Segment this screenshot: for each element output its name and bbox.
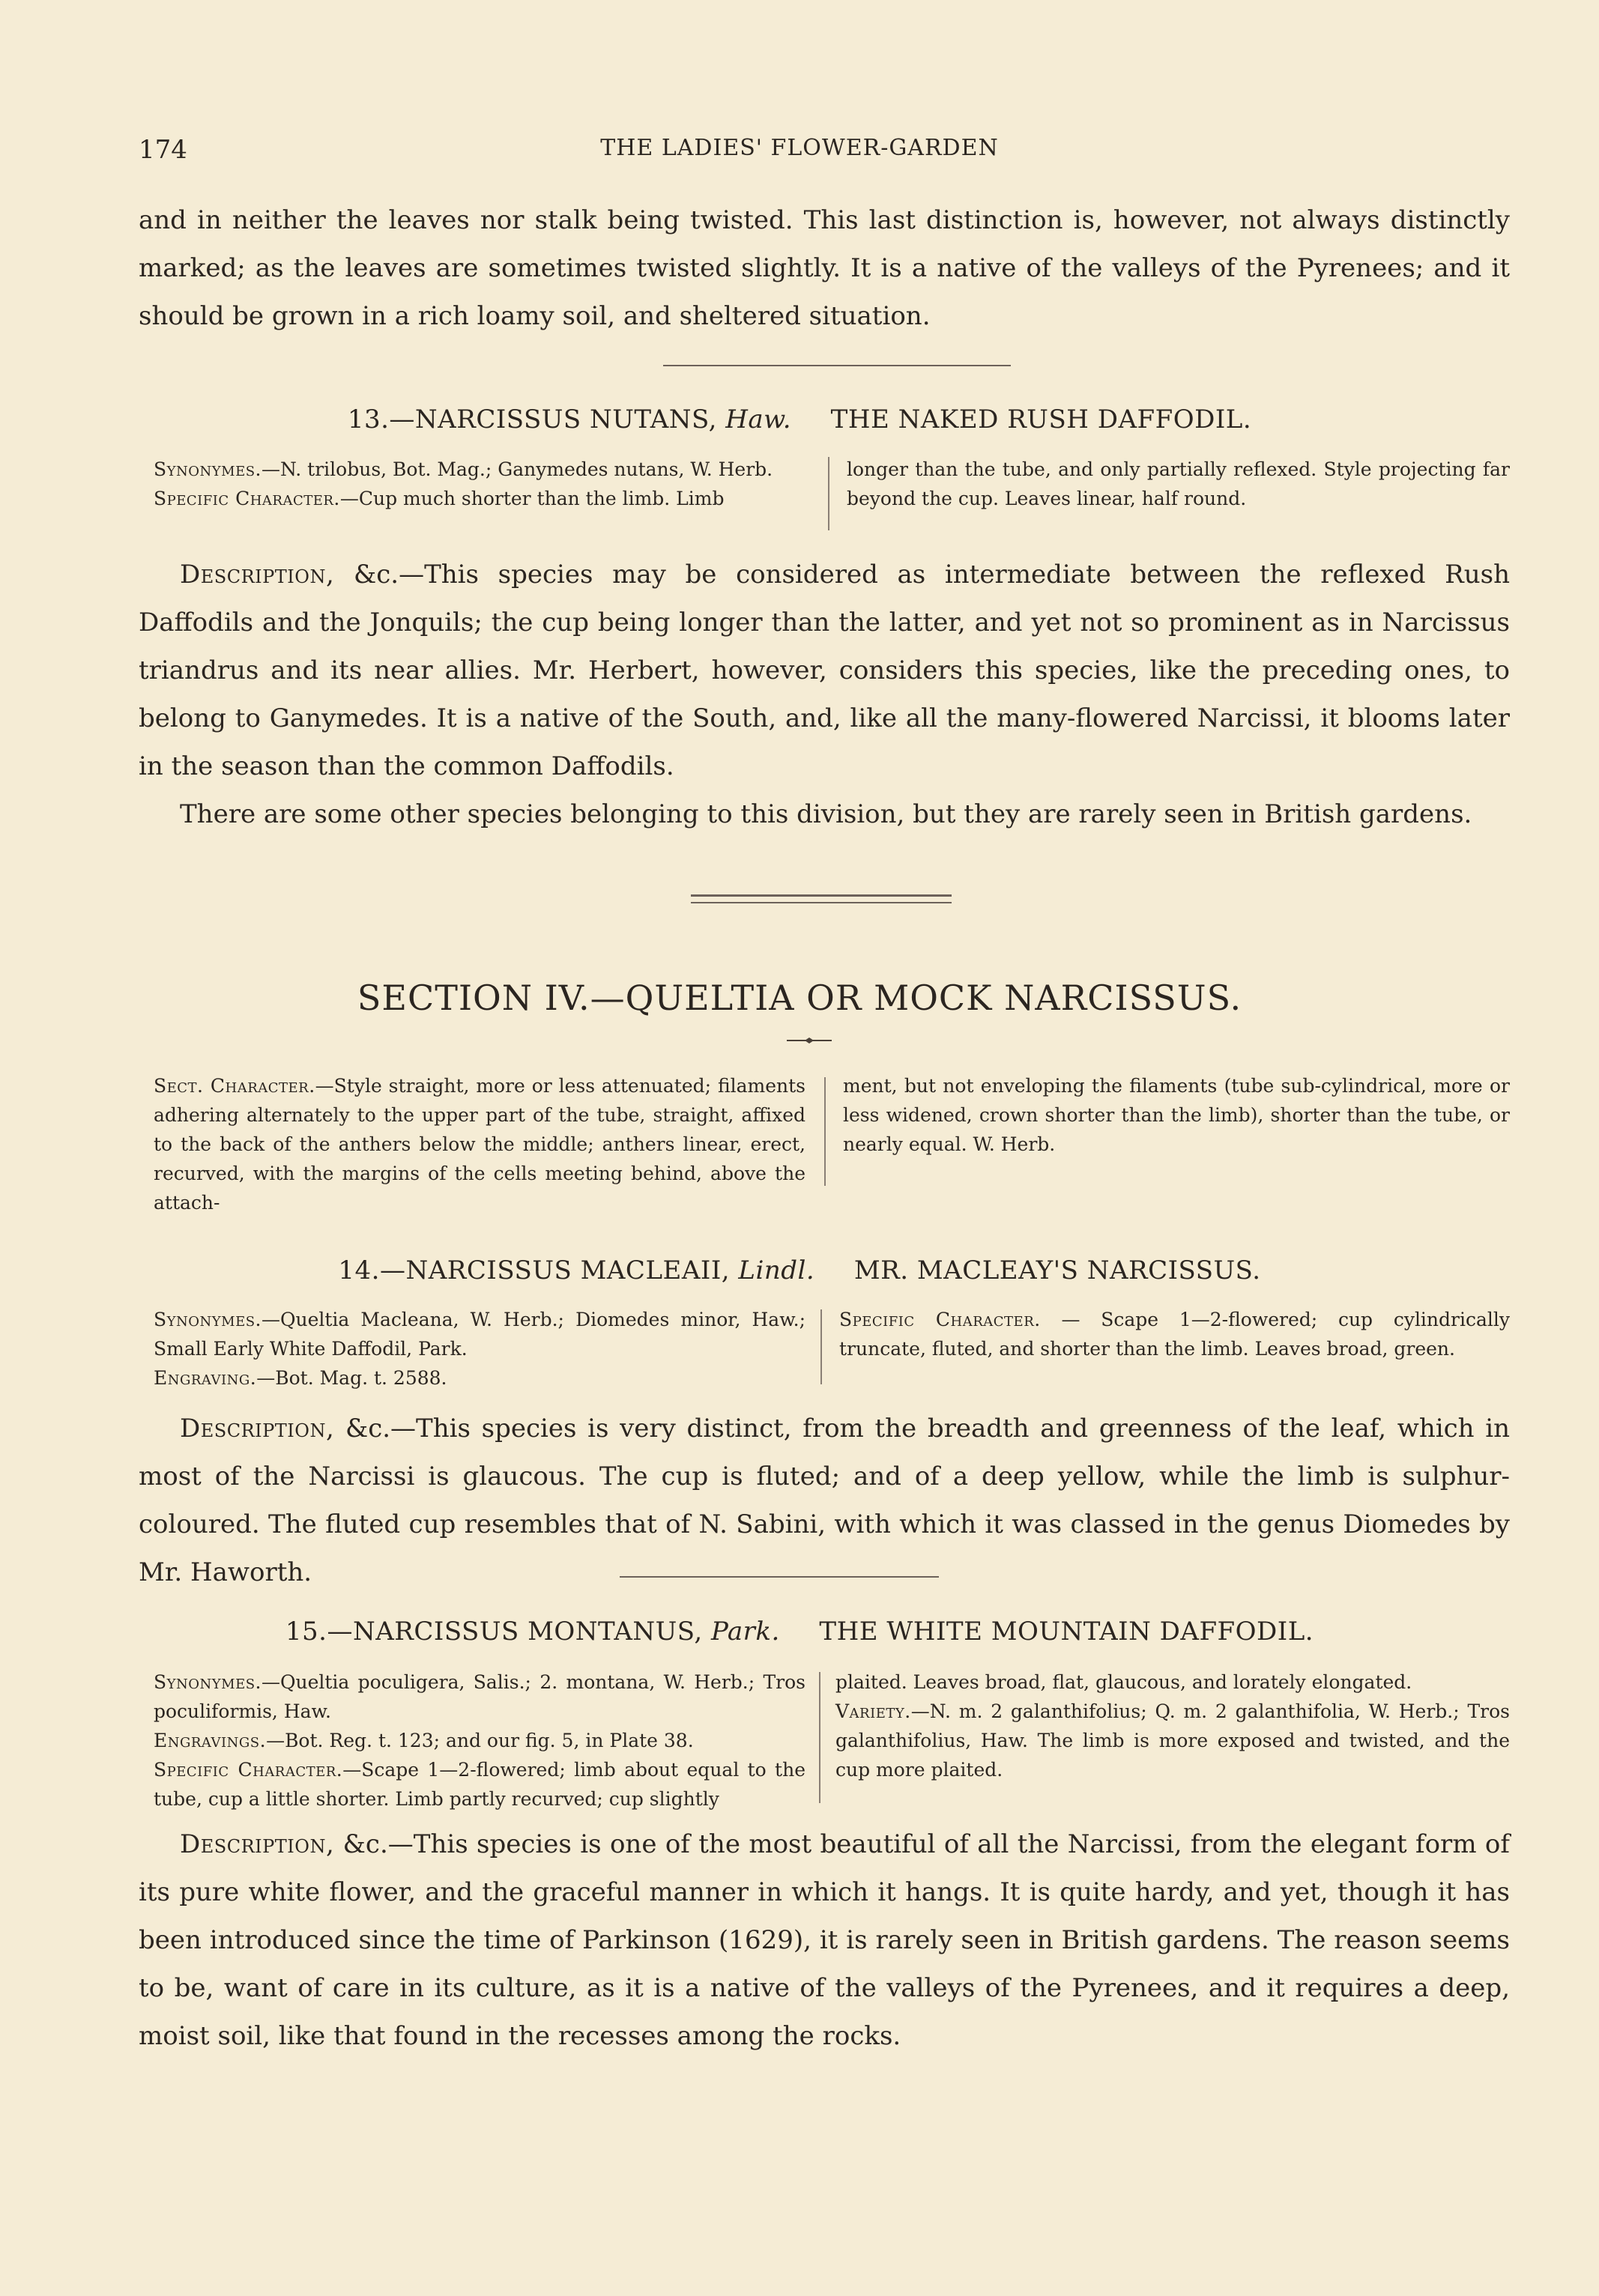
entry-13-limb-text: longer than the tube, and only partially reflexed. Style projecting far beyond the cup. Leaves linear, half round.	[847, 458, 1510, 509]
column-divider	[819, 1672, 820, 1803]
entry-14-heading	[0, 1255, 1599, 1285]
entry-14-description	[139, 1405, 1510, 1596]
entry-15-description-label: Description,	[180, 1829, 335, 1859]
section-character-left	[154, 1071, 805, 1217]
divider-rule	[663, 365, 1011, 366]
section-character-right	[843, 1071, 1510, 1159]
section-character-text: —Style straight, more or less attenuated; filaments adhering alternately to the upper part of the tube, straight, affixed to the back of the anthers below the middle; anthers linear, erect, recurved, with the margins of the cells meeting behind, above the attach-	[154, 1075, 805, 1214]
entry-14-common-name: MR. MACLEAY'S NARCISSUS.	[853, 1255, 1261, 1285]
entry-13-description-label: Description,	[180, 560, 335, 590]
section-title: SECTION IV.—QUELTIA OR MOCK NARCISSUS.	[357, 978, 1242, 1018]
entry-14-left-column	[154, 1305, 805, 1393]
entry-13-specific-character: Specific Character.—Cup much shorter than the limb. Limb	[154, 488, 725, 509]
entry-14-engraving: Engraving.—Bot. Mag. t. 2588.	[154, 1367, 447, 1389]
entry-15-author: Park.	[710, 1617, 780, 1647]
running-title: THE LADIES' FLOWER-GARDEN	[600, 135, 999, 161]
entry-13-description-text: &c.—This species may be considered as intermediate between the reflexed Rush Daffodils and the Jonquils; the cup being longer than the latter, and yet not so prominent as in Narcissus triandrus and its near allies. Mr. Herbert, however, considers this species, like the preceding ones, to belong to Ganymedes. It is a native of the South, and, like all the many-flowered Narcissi, it blooms later in the season than the common Daffodils.	[139, 560, 1511, 781]
column-divider	[824, 1077, 826, 1186]
column-divider	[828, 457, 829, 530]
entry-15-specific-character: Specific Character.—Scape 1—2-flowered; limb about equal to the tube, cup a little shorter. Limb partly recurved; cup slightly	[154, 1759, 805, 1810]
section-character-continued: ment, but not enveloping the filaments (tube sub-cylindrical, more or less widened, crown shorter than the limb), shorter than the tube, or nearly equal. W. Herb.	[843, 1075, 1510, 1155]
entry-13-latin-name: 13.—NARCISSUS NUTANS,	[347, 405, 717, 434]
entry-15-description-text: &c.—This species is one of the most beautiful of all the Narcissi, from the elegant form of its pure white flower, and the graceful manner in which it hangs. It is quite hardy, and yet, though it has been introduced since the time of Parkinson (1629), it is rarely seen in British gardens. The reason seems to be, want of care in its culture, as it is a native of the valleys of the Pyrenees, and it requires a deep, moist soil, like that found in the recesses among the rocks.	[139, 1829, 1510, 2051]
entry-15-right-column	[835, 1668, 1510, 1784]
entry-13-heading	[0, 405, 1599, 434]
ornament-icon	[787, 1038, 832, 1044]
divider-rule	[620, 1576, 939, 1578]
entry-14-synonymes: Synonymes.—Queltia Macleana, W. Herb.; Diomedes minor, Haw.; Small Early White Daffodil, Park.	[154, 1309, 805, 1360]
entry-14-right-column	[839, 1305, 1510, 1363]
entry-14-specific-character: Specific Character. — Scape 1—2-flowered; cup cylindrically truncate, fluted, and shorter than the limb. Leaves broad, green.	[839, 1309, 1511, 1360]
entry-13-common-name: THE NAKED RUSH DAFFODIL.	[830, 405, 1252, 434]
entry-15-variety: Variety.—N. m. 2 galanthifolius; Q. m. 2 galanthifolia, W. Herb.; Tros galanthifolius, Haw. The limb is more exposed and twisted, and the cup more plaited.	[835, 1700, 1510, 1781]
entry-15-latin-name: 15.—NARCISSUS MONTANUS,	[285, 1617, 703, 1647]
entry-14-description-text: &c.—This species is very distinct, from the breadth and greenness of the leaf, which in most of the Narcissi is glaucous. The cup is fluted; and of a deep yellow, while the limb is sulphur-coloured. The fluted cup resembles that of N. Sabini, with which it was classed in the genus Diomedes by Mr. Haworth.	[139, 1414, 1510, 1587]
intro-paragraph	[139, 196, 1510, 340]
entry-15-engravings: Engravings.—Bot. Reg. t. 123; and our fig. 5, in Plate 38.	[154, 1730, 694, 1751]
section-character-label: Sect. Character.	[154, 1075, 315, 1097]
entry-15-synonymes: Synonymes.—Queltia poculigera, Salis.; 2. montana, W. Herb.; Tros poculiformis, Haw.	[154, 1671, 805, 1722]
entry-14-description-label: Description,	[180, 1414, 335, 1444]
entry-14-author: Lindl.	[738, 1255, 815, 1285]
column-divider	[820, 1309, 822, 1384]
entry-15-description	[139, 1820, 1510, 2060]
entry-13-extra-paragraph: There are some other species belonging to this division, but they are rarely seen in British gardens.	[180, 799, 1472, 829]
entry-13-description	[139, 551, 1510, 838]
intro-text: and in neither the leaves nor stalk being twisted. This last distinction is, however, not always distinctly marked; as the leaves are sometimes twisted slightly. It is a native of the valleys of the Pyrenees; and it should be grown in a rich loamy soil, and sheltered situation.	[139, 205, 1510, 331]
section-double-rule-bottom	[691, 902, 952, 903]
page-number: 174	[139, 135, 187, 165]
entry-15-common-name: THE WHITE MOUNTAIN DAFFODIL.	[819, 1617, 1314, 1647]
entry-15-plaited-text: plaited. Leaves broad, flat, glaucous, and lorately elongated.	[835, 1671, 1412, 1693]
entry-15-left-column	[154, 1668, 805, 1814]
entry-13-author: Haw.	[725, 405, 792, 434]
entry-13-right-column	[847, 455, 1510, 513]
section-double-rule-top	[691, 894, 952, 897]
entry-14-latin-name: 14.—NARCISSUS MACLEAII,	[338, 1255, 731, 1285]
entry-13-left-column	[154, 455, 805, 513]
entry-15-heading	[0, 1617, 1599, 1647]
entry-13-synonymes: Synonymes.—N. trilobus, Bot. Mag.; Ganymedes nutans, W. Herb.	[154, 458, 773, 480]
